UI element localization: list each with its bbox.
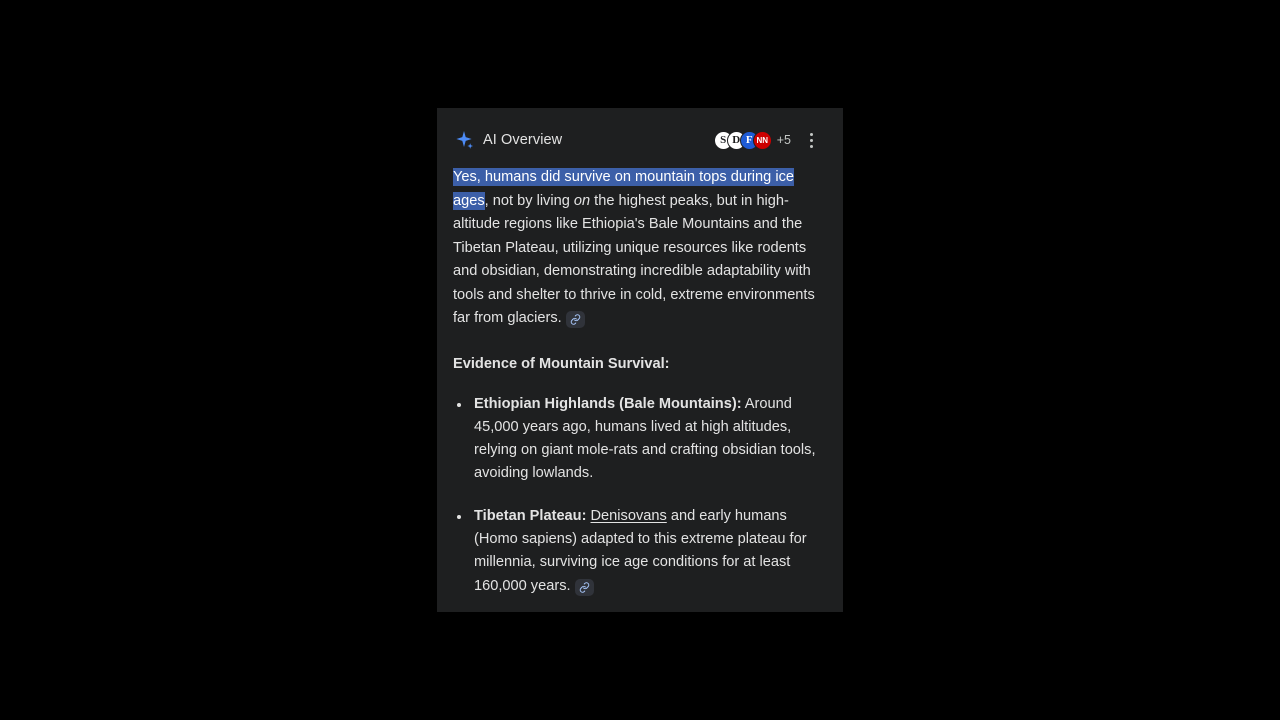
ai-overview-card bbox=[437, 108, 843, 612]
source-favicon-4[interactable]: NN bbox=[753, 131, 772, 150]
list-item bbox=[453, 393, 821, 486]
source-favicon-3[interactable]: F bbox=[740, 131, 759, 150]
source-favicon-2[interactable]: D bbox=[727, 131, 746, 150]
link-citation-icon[interactable] bbox=[566, 311, 585, 328]
bullet-1-lead: Ethiopian Highlands (Bale Mountains): bbox=[474, 395, 742, 412]
link-citation-icon[interactable] bbox=[575, 579, 594, 596]
summary-part-1: , not by living bbox=[484, 192, 574, 209]
bullet-2-lead: Tibetan Plateau: bbox=[474, 507, 587, 524]
bullet-2-underlined-term[interactable]: Denisovans bbox=[590, 507, 667, 524]
ai-overview-header bbox=[453, 126, 821, 154]
ai-overview-summary bbox=[453, 166, 821, 331]
evidence-list bbox=[453, 393, 821, 598]
section-heading: Evidence of Mountain Survival: bbox=[453, 355, 670, 372]
bullet-2-text: and early humans (Homo sapiens) adapted to this extreme plateau for millennia, surviving ice age conditions for at least 160,000 years. bbox=[474, 507, 807, 594]
summary-italic-word: on bbox=[573, 192, 591, 209]
list-item bbox=[453, 505, 821, 598]
source-favicon-stack[interactable] bbox=[714, 131, 791, 150]
more-sources-count[interactable]: +5 bbox=[776, 133, 791, 147]
highlighted-text: Yes, humans did survive on mountain tops during ice ages bbox=[453, 169, 794, 209]
source-favicon-1[interactable]: S bbox=[714, 131, 733, 150]
summary-part-2: the highest peaks, but in high-altitude regions like Ethiopia's Bale Mountains and the Tibetan Plateau, utilizing unique resources like rodents and obsidian, demonstrating incredible adaptability with tools and shelter to thrive in cold, extreme environments far from glaciers. bbox=[453, 192, 815, 326]
bullet-1-text: Around 45,000 years ago, humans lived at high altitudes, relying on giant mole-rats and crafting obsidian tools, avoiding lowlands. bbox=[474, 395, 816, 482]
ai-overview-title: AI Overview bbox=[483, 132, 563, 148]
kebab-menu-icon[interactable] bbox=[801, 129, 821, 151]
sparkle-icon bbox=[453, 129, 475, 151]
